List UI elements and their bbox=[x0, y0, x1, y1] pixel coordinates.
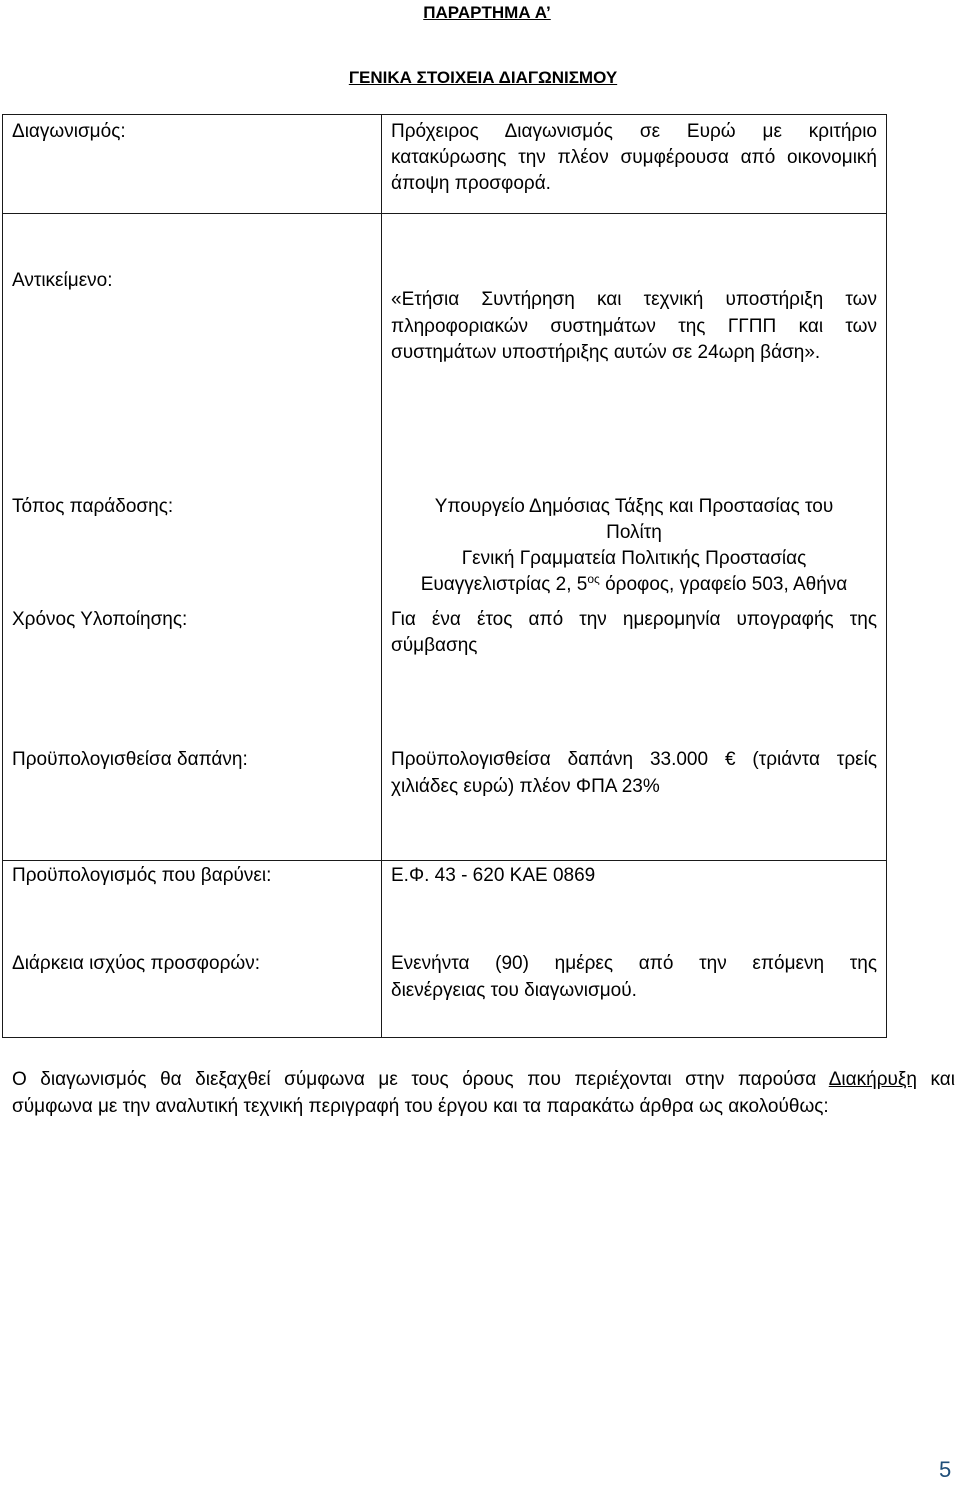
delivery-place-line: Υπουργείο Δημόσιας Τάξης και Προστασίας του bbox=[434, 496, 834, 517]
offer-validity-value-line: διενέργειας του διαγωνισμού. bbox=[391, 980, 637, 1001]
closing-paragraph-line: σύμφωνα με την αναλυτική τεχνική περιγραφή του έργου και τα παρακάτω άρθρα ως ακολούθως: bbox=[12, 1096, 829, 1117]
floor-ordinal-superscript: ος bbox=[587, 572, 600, 586]
column-divider bbox=[381, 114, 382, 1038]
duration-label: Χρόνος Υλοποίησης: bbox=[12, 609, 188, 630]
charged-budget-label: Προϋπολογισμός που βαρύνει: bbox=[12, 865, 272, 886]
duration-value-line: Για ένα έτος από την ημερομηνία υπογραφής της bbox=[391, 609, 877, 630]
delivery-place-label: Τόπος παράδοσης: bbox=[12, 496, 174, 517]
competition-value-line: κατακύρωσης την πλέον συμφέρουσα από οικονομική bbox=[391, 147, 877, 168]
annex-title: ΠΑΡΑΡΤΗΜΑ Α’ bbox=[423, 3, 551, 22]
page-number: 5 bbox=[939, 1457, 952, 1482]
budget-label: Προϋπολογισθείσα δαπάνη: bbox=[12, 749, 248, 770]
subject-value-line: πληροφοριακών συστημάτων της ΓΓΠΠ και των bbox=[391, 316, 877, 337]
address-text: Ευαγγελιστρίας 2, 5 bbox=[420, 574, 588, 595]
address-text: όροφος, γραφείο 503, Αθήνα bbox=[599, 574, 848, 595]
delivery-place-line: Γενική Γραμματεία Πολιτικής Προστασίας bbox=[461, 548, 807, 569]
competition-value-line: άποψη προσφορά. bbox=[391, 173, 551, 194]
competition-label: Διαγωνισμός: bbox=[12, 121, 126, 142]
offer-validity-label: Διάρκεια ισχύος προσφορών: bbox=[12, 953, 260, 974]
duration-value-line: σύμβασης bbox=[391, 635, 478, 656]
delivery-place-line: Πολίτη bbox=[606, 522, 662, 543]
subject-label: Αντικείμενο: bbox=[12, 270, 113, 291]
section-subtitle: ΓΕΝΙΚΑ ΣΤΟΙΧΕΙΑ ΔΙΑΓΩΝΙΣΜΟΥ bbox=[348, 68, 618, 87]
subject-value-line: συστημάτων υποστήριξης αυτών σε 24ωρη βάση». bbox=[391, 342, 821, 363]
delivery-address bbox=[391, 572, 877, 598]
row-divider bbox=[2, 860, 887, 861]
budget-value-line: χιλιάδες ευρώ) πλέον ΦΠΑ 23% bbox=[391, 776, 660, 797]
paragraph-text: Ο διαγωνισμός θα διεξαχθεί σύμφωνα με τους όρους που περιέχονται στην παρούσα bbox=[12, 1069, 829, 1090]
paragraph-text: και bbox=[916, 1069, 955, 1090]
charged-budget-value: Ε.Φ. 43 - 620 ΚΑΕ 0869 bbox=[391, 865, 596, 886]
closing-paragraph-line bbox=[12, 1067, 955, 1093]
offer-validity-value-line: Ενενήντα (90) ημέρες από την επόμενη της bbox=[391, 953, 877, 974]
row-divider bbox=[2, 213, 887, 214]
declaration-term: Διακήρυξη bbox=[828, 1069, 917, 1090]
subject-value-line: «Ετήσια Συντήρηση και τεχνική υποστήριξη των bbox=[391, 289, 877, 310]
budget-value-line: Προϋπολογισθείσα δαπάνη 33.000 € (τριάντα τρείς bbox=[391, 749, 877, 770]
competition-value-line: Πρόχειρος Διαγωνισμός σε Ευρώ με κριτήριο bbox=[391, 121, 877, 142]
